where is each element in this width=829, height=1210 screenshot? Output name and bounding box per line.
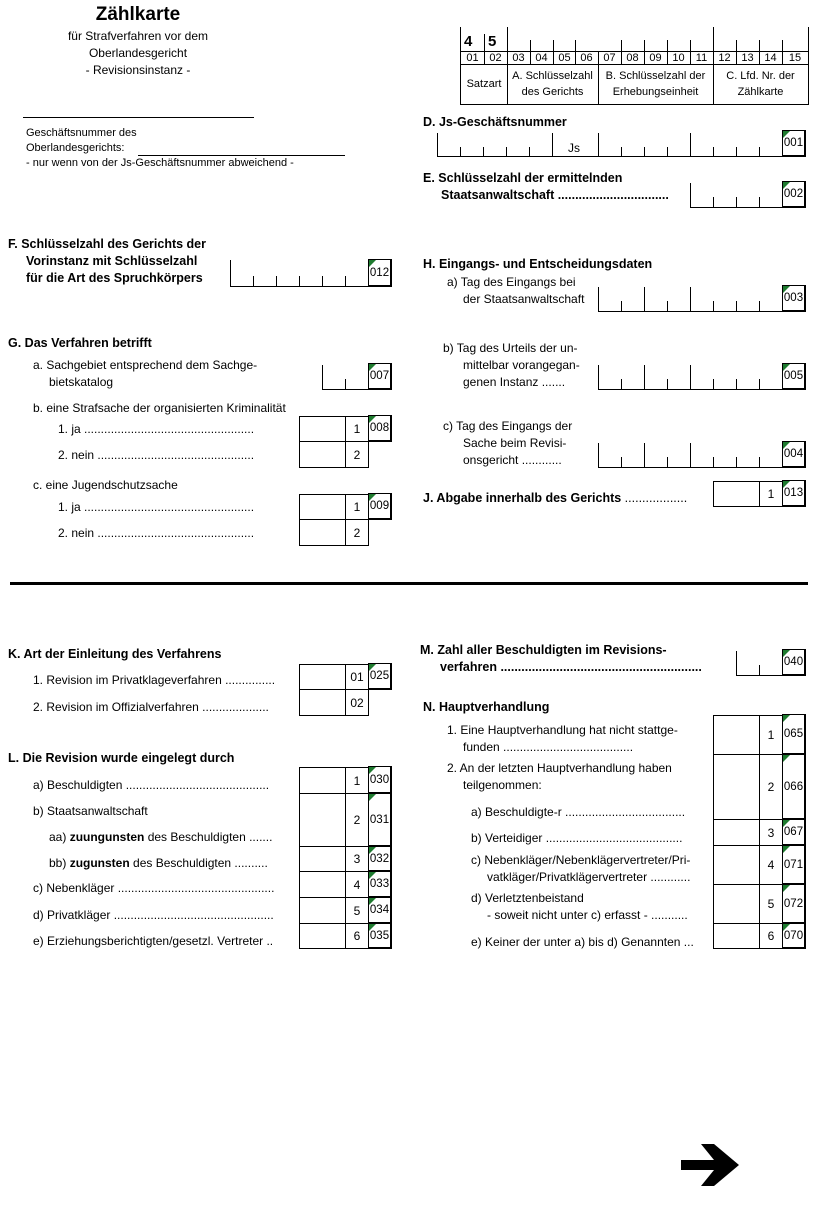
field-code-009: 009 <box>368 493 392 520</box>
field-code-001: 001 <box>782 130 806 157</box>
n-item-1-label-2: funden ....................................... <box>463 740 634 754</box>
n-item-2-label-1: 2. An der letzten Hauptverhandlung haben <box>447 761 672 775</box>
n-item-2-label-2: teilgenommen: <box>463 778 542 792</box>
option-number: 1 <box>767 487 775 501</box>
n-d-label-1: d) Verletztenbeistand <box>471 891 584 905</box>
option-number: 1 <box>353 773 361 788</box>
option-box-transfer[interactable] <box>713 481 760 507</box>
record-type-digit-2: 5 <box>488 33 497 50</box>
l-bb-suffix: des Beschuldigten .......... <box>133 856 268 870</box>
unit-key-label: B. Schlüsselzahl der <box>605 70 706 82</box>
option-number: 2 <box>353 525 361 540</box>
col-number: 14 <box>764 52 777 64</box>
g-b-nein-label: 2. nein ............................................... <box>58 448 255 462</box>
col-number: 03 <box>512 52 525 64</box>
option-box-organized-crime-nein[interactable] <box>299 441 346 468</box>
field-code-005: 005 <box>782 363 806 390</box>
option-number: 5 <box>767 897 775 911</box>
option-box-youth-protection-nein[interactable] <box>299 519 346 546</box>
section-j-title-text: J. Abgabe innerhalb des Gerichts <box>423 491 622 505</box>
h-b-label-3: genen Instanz ....... <box>463 375 566 389</box>
option-number: 5 <box>353 903 361 918</box>
h-c-label-1: c) Tag des Eingangs der <box>443 419 573 433</box>
option-box-prosecution-favor[interactable] <box>299 846 346 872</box>
g-b-ja-label: 1. ja ................................................... <box>58 422 255 436</box>
unit-key-label-2: Erhebungseinheit <box>612 86 699 98</box>
field-code-032: 032 <box>368 846 392 872</box>
field-code-067: 067 <box>782 819 806 846</box>
section-l-title: L. Die Revision wurde eingelegt durch <box>8 751 235 765</box>
l-c-label: c) Nebenkläger ............................................... <box>33 881 275 895</box>
section-n-title: N. Hauptverhandlung <box>423 700 550 714</box>
record-type-digit-1: 4 <box>464 33 473 50</box>
case-number-note: - nur wenn von der Js-Geschäftsnummer abweichend - <box>26 157 294 169</box>
g-a-label-2: bietskatalog <box>49 375 114 389</box>
option-number: 2 <box>353 813 361 827</box>
subtitle-line-1: für Strafverfahren vor dem <box>67 29 209 43</box>
field-code-030: 030 <box>368 766 392 794</box>
option-box-guardian[interactable] <box>299 923 346 949</box>
court-key-label: A. Schlüsselzahl <box>512 70 593 82</box>
card-number-label: C. Lfd. Nr. der <box>726 70 795 82</box>
col-number: 13 <box>741 52 754 64</box>
section-m-title-2: verfahren .......................................................... <box>440 660 702 674</box>
next-page-arrow-icon[interactable] <box>681 1141 741 1189</box>
option-box-defendant[interactable] <box>299 767 346 794</box>
l-a-label: a) Beschuldigten ........................................... <box>33 778 270 792</box>
field-code-012: 012 <box>368 259 392 287</box>
option-number: 4 <box>353 877 361 892</box>
col-number: 01 <box>466 52 479 64</box>
n-c-label-1: c) Nebenkläger/Nebenklägervertreter/Pri- <box>471 853 691 867</box>
col-number: 08 <box>626 52 639 64</box>
js-label: Js <box>568 141 580 155</box>
section-e-title-1: E. Schlüsselzahl der ermittelnden <box>423 171 623 185</box>
option-number: 4 <box>767 858 775 872</box>
option-number: 6 <box>353 929 361 943</box>
section-m-title-1: M. Zahl aller Beschuldigten im Revisions- <box>420 643 667 657</box>
g-b-label: b. eine Strafsache der organisierten Kriminalität <box>33 401 286 415</box>
n-item-1-label-1: 1. Eine Hauptverhandlung hat nicht stattge- <box>447 723 678 737</box>
option-box-prosecution[interactable] <box>299 793 346 847</box>
section-j-dots: .................. <box>621 491 688 505</box>
g-a-label-1: a. Sachgebiet entsprechend dem Sachge- <box>33 358 258 372</box>
section-d-title: D. Js-Geschäftsnummer <box>423 115 567 129</box>
l-bb-prefix: bb) <box>49 856 67 870</box>
field-code-033: 033 <box>368 871 392 898</box>
n-e-label: e) Keiner der unter a) bis d) Genannten ... <box>471 935 694 949</box>
section-j-title <box>423 491 687 505</box>
option-box-organized-crime-ja[interactable] <box>299 416 346 442</box>
option-box-no-hearing[interactable] <box>713 715 760 755</box>
option-box-youth-protection-ja[interactable] <box>299 494 346 520</box>
k-item-1-label: 1. Revision im Privatklageverfahren ............... <box>33 673 276 687</box>
section-divider <box>10 582 808 585</box>
col-number: 15 <box>788 52 802 64</box>
subtitle-line-2: Oberlandesgericht <box>88 46 188 60</box>
h-a-label-2: der Staatsanwaltschaft <box>463 292 585 306</box>
option-number: 1 <box>353 500 361 514</box>
h-a-label-1: a) Tag des Eingangs bei <box>447 275 576 289</box>
option-box-official-procedure[interactable] <box>299 689 346 716</box>
option-number: 01 <box>350 670 364 684</box>
section-k-title: K. Art der Einleitung des Verfahrens <box>8 647 222 661</box>
field-code-072: 072 <box>782 884 806 924</box>
h-c-label-2: Sache beim Revisi- <box>463 436 567 450</box>
field-code-003: 003 <box>782 285 806 312</box>
subtitle-line-3: - Revisionsinstanz - <box>85 63 191 77</box>
l-bb-emphasis: zugunsten <box>69 856 130 870</box>
case-number-label-2: Oberlandesgerichts: <box>26 142 125 154</box>
h-c-label-3: onsgericht ............ <box>463 453 562 467</box>
section-e-title-2: Staatsanwaltschaft ................................ <box>441 188 669 202</box>
page-title: Zählkarte <box>95 4 181 25</box>
section-g-title: G. Das Verfahren betrifft <box>8 336 152 350</box>
option-number: 2 <box>767 780 775 794</box>
col-number: 02 <box>489 52 502 64</box>
field-code-008: 008 <box>368 415 392 442</box>
field-code-070: 070 <box>782 923 806 949</box>
option-number: 02 <box>350 695 364 710</box>
g-c-label: c. eine Jugendschutzsache <box>33 478 178 492</box>
case-number-label-1: Geschäftsnummer des <box>26 127 137 139</box>
court-key-label-2: des Gerichts <box>521 86 584 98</box>
option-box-victim-counsel[interactable] <box>713 884 760 924</box>
col-number: 04 <box>535 52 548 64</box>
field-code-040: 040 <box>782 649 806 676</box>
g-c-ja-label: 1. ja ................................................... <box>58 500 255 514</box>
field-code-004: 004 <box>782 441 806 468</box>
section-f-title-3: für die Art des Spruchkörpers <box>26 271 203 285</box>
field-code-013: 013 <box>782 480 806 507</box>
l-e-label: e) Erziehungsberichtigten/gesetzl. Vertreter .. <box>33 934 274 948</box>
record-type-label: Satzart <box>466 78 502 90</box>
n-b-label: b) Verteidiger ......................................... <box>471 831 683 845</box>
n-d-label-2: - soweit nicht unter c) erfasst - ........... <box>487 908 688 922</box>
l-bb-label <box>49 856 268 870</box>
option-number: 3 <box>767 825 775 840</box>
field-code-025: 025 <box>368 663 392 690</box>
case-number-input-line[interactable] <box>138 155 345 156</box>
option-number: 3 <box>353 852 361 866</box>
option-number: 6 <box>767 929 775 943</box>
signature-line <box>23 117 254 118</box>
n-c-label-2: vatkläger/Privatklägervertreter ............ <box>487 870 691 884</box>
l-d-label: d) Privatkläger ................................................ <box>33 908 274 922</box>
card-number-label-2: Zählkarte <box>737 86 784 98</box>
l-aa-label <box>49 830 272 844</box>
section-h-title: H. Eingangs- und Entscheidungsdaten <box>423 257 653 271</box>
option-box-joint-plaintiff-rep[interactable] <box>713 845 760 885</box>
g-c-nein-label: 2. nein ............................................... <box>58 526 255 540</box>
col-number: 12 <box>718 52 731 64</box>
option-number: 1 <box>767 728 775 742</box>
n-a-label: a) Beschuldigte-r .................................... <box>471 805 686 819</box>
col-number: 09 <box>649 52 662 64</box>
col-number: 10 <box>672 52 685 64</box>
field-code-035: 035 <box>368 923 392 949</box>
field-code-065: 065 <box>782 714 806 755</box>
option-number: 2 <box>353 447 361 462</box>
col-number: 05 <box>558 52 571 64</box>
section-f-title-1: F. Schlüsselzahl des Gerichts der <box>8 237 206 251</box>
section-f-title-2: Vorinstanz mit Schlüsselzahl <box>26 254 198 268</box>
col-number: 07 <box>603 52 616 64</box>
h-b-label-2: mittelbar vorangegan- <box>463 358 580 372</box>
col-number: 06 <box>580 52 593 64</box>
l-b-label: b) Staatsanwaltschaft <box>33 804 148 818</box>
field-code-007: 007 <box>368 363 392 390</box>
field-code-031: 031 <box>368 793 392 847</box>
l-aa-prefix: aa) <box>49 830 67 844</box>
k-item-2-label: 2. Revision im Offizialverfahren .................... <box>33 700 269 714</box>
h-b-label-1: b) Tag des Urteils der un- <box>443 341 578 355</box>
l-aa-emphasis: zuungunsten <box>69 830 145 844</box>
col-number: 11 <box>695 52 708 64</box>
field-code-002: 002 <box>782 181 806 208</box>
l-aa-suffix: des Beschuldigten ....... <box>147 830 273 844</box>
field-code-034: 034 <box>368 897 392 924</box>
option-box-defense-counsel[interactable] <box>713 819 760 846</box>
option-box-private-plaintiff[interactable] <box>299 897 346 924</box>
field-code-071: 071 <box>782 845 806 885</box>
option-box-private-action[interactable] <box>299 664 346 690</box>
option-box-defendant-present[interactable] <box>713 754 760 820</box>
option-number: 1 <box>353 422 361 436</box>
option-box-joint-plaintiff[interactable] <box>299 871 346 898</box>
option-box-none-of-above[interactable] <box>713 923 760 949</box>
field-code-066: 066 <box>782 754 806 820</box>
